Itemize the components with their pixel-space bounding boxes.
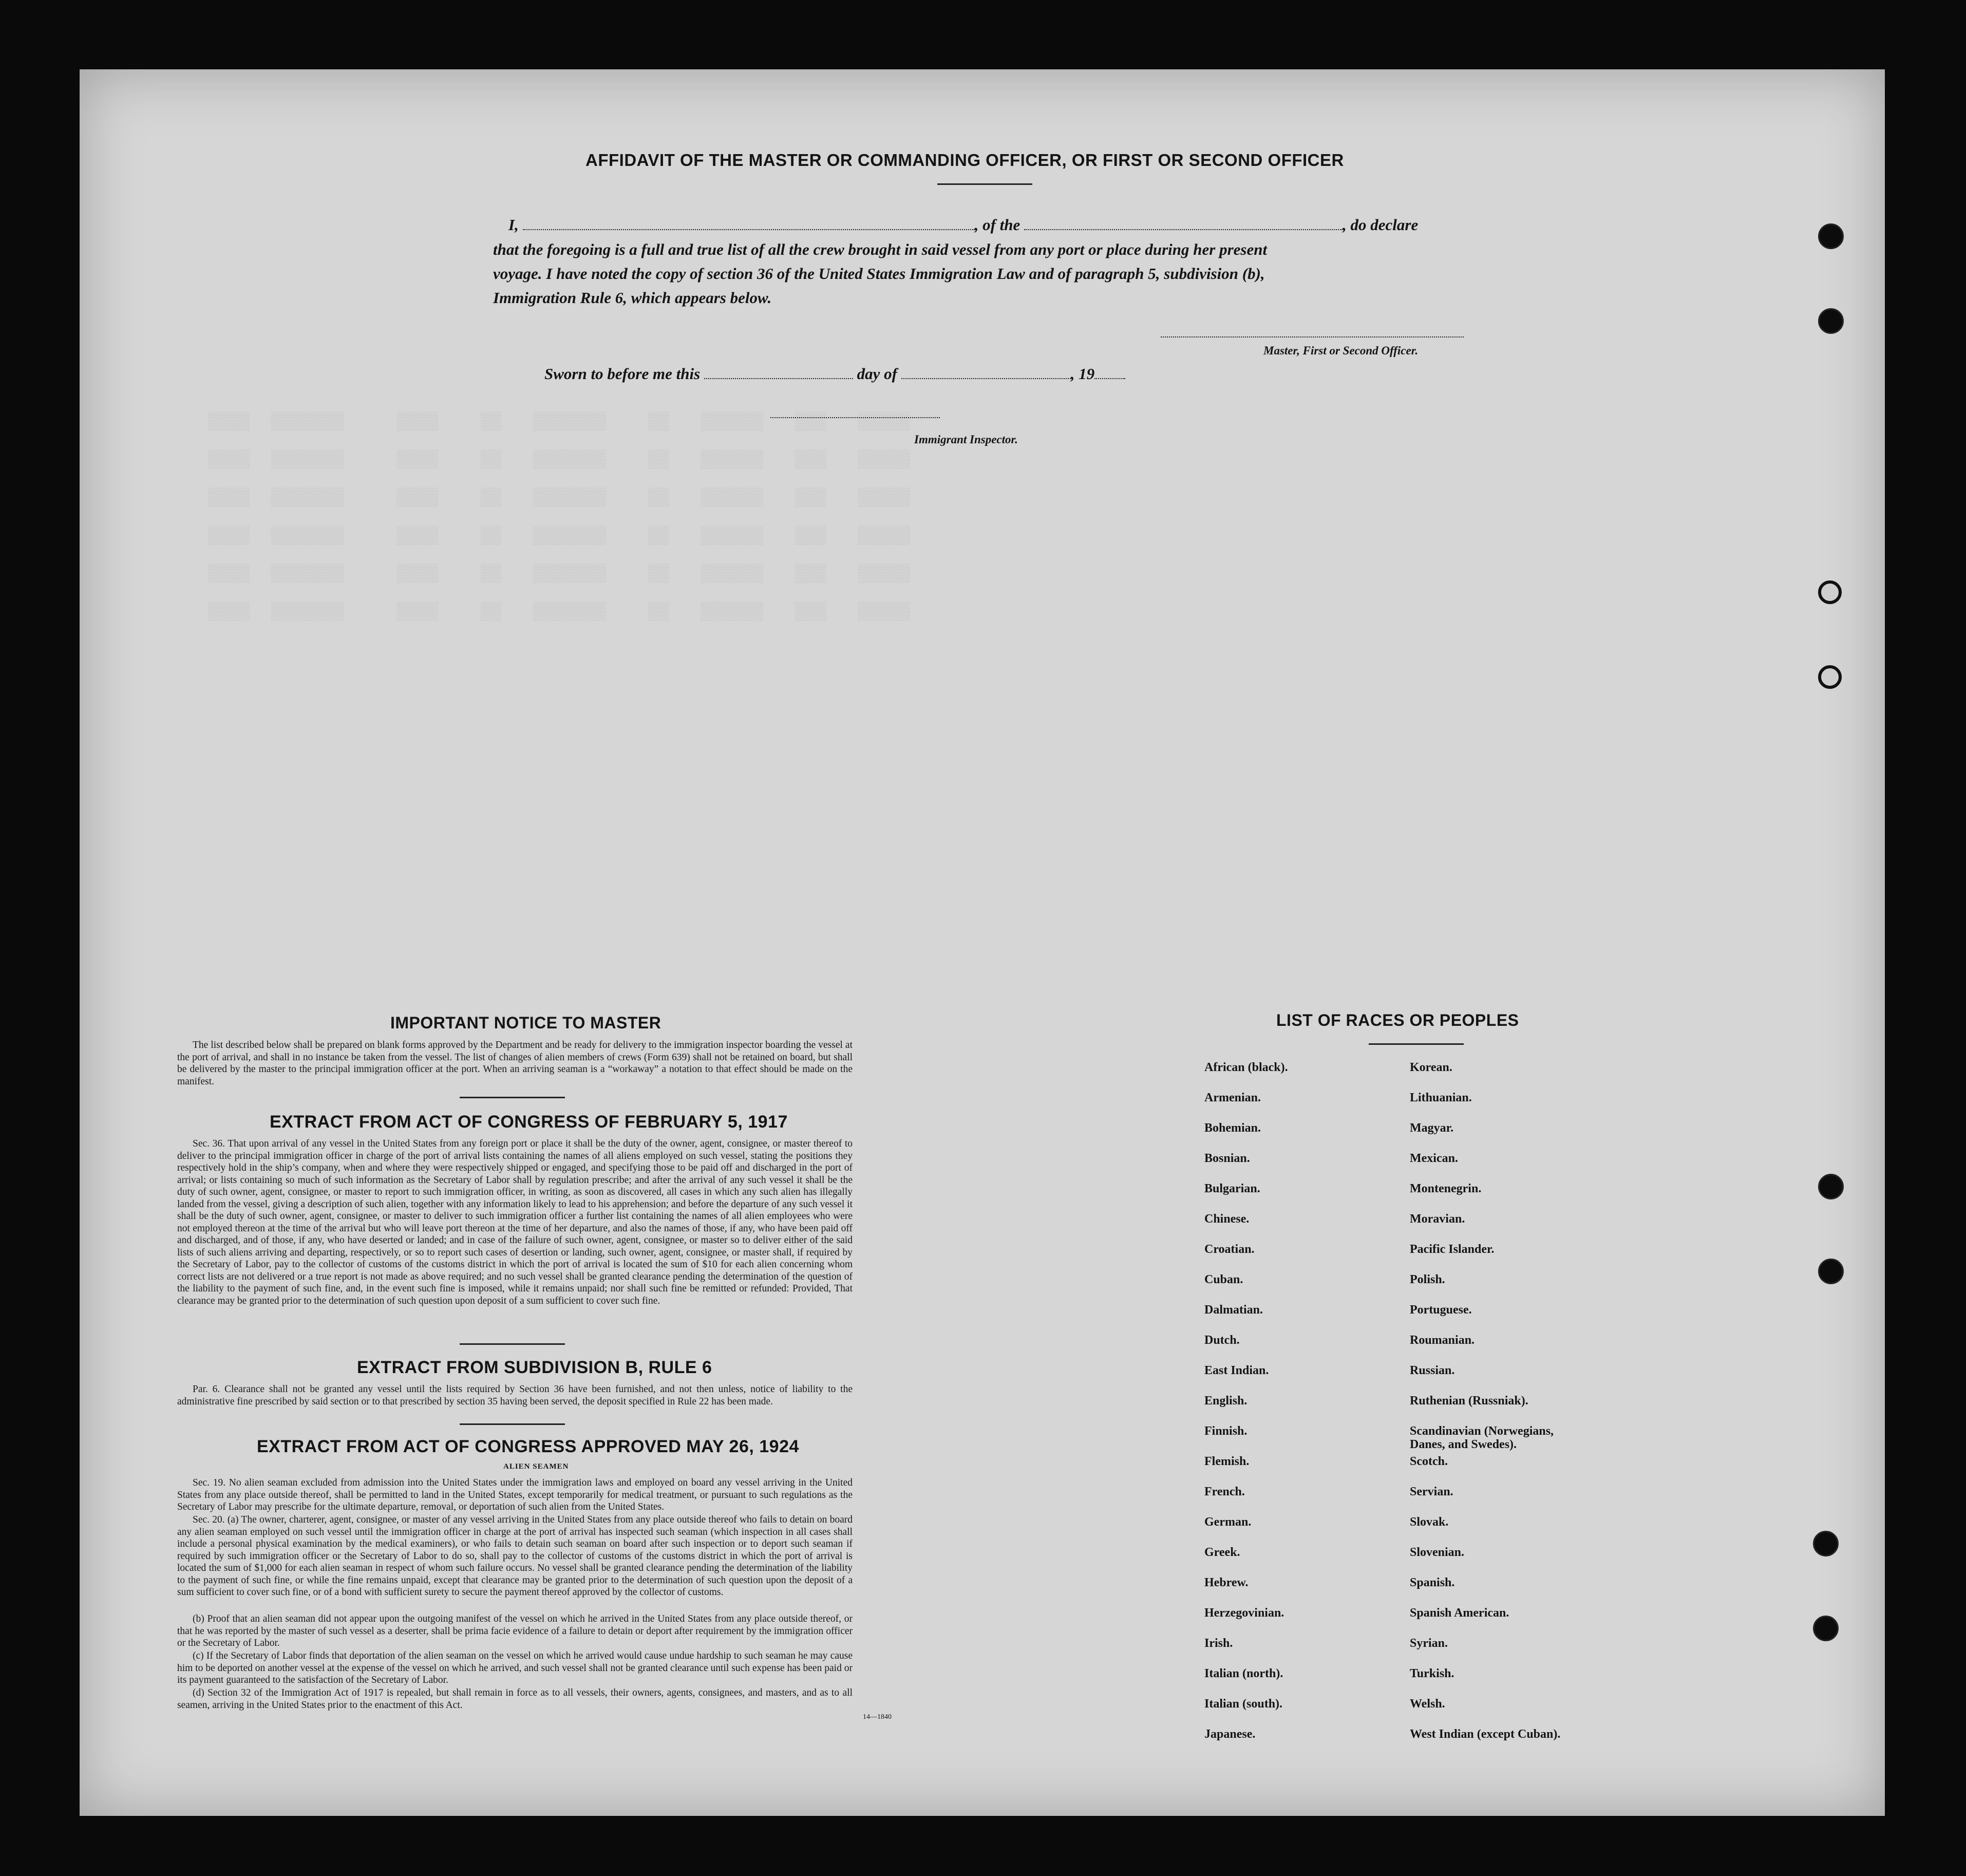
race-item: Scandinavian (Norwegians, Danes, and Swedes). xyxy=(1410,1424,1554,1451)
master-signature-line[interactable] xyxy=(1161,336,1464,337)
race-item: Slovak. xyxy=(1410,1515,1449,1529)
race-item: German. xyxy=(1204,1515,1252,1529)
extract-1924-title: EXTRACT FROM ACT OF CONGRESS APPROVED MAY 26, 1924 xyxy=(257,1437,799,1456)
race-item: Dalmatian. xyxy=(1204,1303,1263,1317)
race-item: Roumanian. xyxy=(1410,1334,1475,1347)
race-item: Scotch. xyxy=(1410,1455,1448,1468)
form-number: 14—1840 xyxy=(863,1713,892,1721)
race-item: Herzegovinian. xyxy=(1204,1606,1284,1620)
punch-hole-icon xyxy=(1818,308,1844,334)
race-item: Bulgarian. xyxy=(1204,1182,1260,1195)
race-item: Lithuanian. xyxy=(1410,1091,1472,1104)
sworn-month-blank[interactable] xyxy=(901,374,1071,379)
race-item: Turkish. xyxy=(1410,1667,1454,1680)
race-item: English. xyxy=(1204,1394,1247,1408)
section-20d-text: (d) Section 32 of the Immigration Act of 1917 is repealed, but shall remain in force as to all vessels, their owners, agents, consignees, and masters, and as to all seamen, arriving in the United States prior to the enactment of this Act. xyxy=(177,1687,853,1711)
extract-1917-text: Sec. 36. That upon arrival of any vessel in the United States from any foreign port or place it shall be the duty of the owner, agent, consignee, or master thereof to deliver to the principal immigration officer in charge of the port of arrival lists containing the names of all aliens employed on such vessel, stating the positions they respectively hold in the ship’s company, when and where they were respectively shipped or engaged, and specifying those to be paid off and discharged in the port of arrival; or lists containing so much of such information as the Secretary of Labor shall by regulation prescribe; and after the arrival of any such vessel it shall be the duty of such owner, agent, consignee, or master to report to such immigration officer, in writing, as soon as discovered, all cases in which any such alien has illegally landed from the vessel, giving a description of such alien, together with any information likely to lead to his apprehension; and before the departure of any such vessel it shall be the duty of such owner, agent, consignee, or master to deliver to such immigration officer a further list containing the names of all alien employees who were not employed thereon at the time of the arrival but who will leave port thereon at the time of her departure, and also the names of those, if any, who have been paid off and discharged, and of those, if any, who have deserted or landed; and in case of the failure of such owner, agent, consignee, or master so to deliver either of the said lists of such aliens arriving and departing, respectively, or so to report such cases of desertion or landing, such owner, agent, consignee, or master shall, if required by the Secretary of Labor, pay to the collector of customs of the customs district in which the port of arrival is located the sum of $10 for each alien concerning whom correct lists are not delivered or a true report is not made as above required; and no such vessel shall be granted clearance pending the determination of the question of the liability to the payment of such fine, and, in the event such fine is imposed, while it remains unpaid; nor shall such fine be remitted or refunded: Provided, That clearance may be granted prior to the determination of such question upon deposit of a sum sufficient to cover such fine. xyxy=(177,1138,853,1306)
race-item: Spanish American. xyxy=(1410,1606,1509,1620)
affidavit-title: AFFIDAVIT OF THE MASTER OR COMMANDING OFFICER, OR FIRST OR SECOND OFFICER xyxy=(585,151,1344,170)
punch-hole-icon xyxy=(1813,1616,1839,1641)
punch-hole-icon xyxy=(1818,580,1842,604)
race-item: Servian. xyxy=(1410,1485,1453,1498)
sworn-prefix: Sworn to before me this xyxy=(544,365,701,383)
races-right-column xyxy=(1410,1061,1574,1758)
punch-hole-icon xyxy=(1818,665,1842,689)
bleed-through-texture: ▒▒▒▒ ▒▒▒▒▒▒▒ ▒▒▒▒ ▒▒ ▒▒▒▒▒▒▒ ▒▒ ▒▒▒▒▒▒ ▒▒▒ ▒▒▒▒▒ ▒▒▒▒ ▒▒▒▒▒▒▒ ▒▒▒▒ ▒▒ ▒▒▒▒▒▒▒ ▒▒ ▒▒▒▒▒▒ ▒▒▒ ▒▒▒▒▒ ▒▒▒▒ ▒▒▒▒▒▒▒ ▒▒▒▒ ▒▒ ▒▒▒▒▒▒▒ ▒▒ ▒▒▒▒▒▒ ▒▒▒ ▒▒▒▒▒ ▒▒▒▒ ▒▒▒▒▒▒▒ ▒▒▒▒ ▒▒ ▒▒▒▒▒▒▒ ▒▒ ▒▒▒▒▒▒ ▒▒▒ ▒▒▒▒▒ ▒▒▒▒ ▒▒▒▒▒▒▒ ▒▒▒▒ ▒▒ ▒▒▒▒▒▒▒ ▒▒ ▒▒▒▒▒▒ ▒▒▒ ▒▒▒▒▒ ▒▒▒▒ ▒▒▒▒▒▒▒ ▒▒▒▒ ▒▒ ▒▒▒▒▒▒▒ ▒▒ ▒▒▒▒▒▒ ▒▒▒ ▒▒▒▒▒ xyxy=(208,412,911,622)
alien-seamen-subtitle: ALIEN SEAMEN xyxy=(503,1462,569,1471)
race-item: Irish. xyxy=(1204,1637,1233,1650)
race-item: Bosnian. xyxy=(1204,1152,1250,1165)
rule-6-text: Par. 6. Clearance shall not be granted any vessel until the lists required by Section 36 have been furnished, and not then unless, notice of liability to the administrative fine prescribed by said section or to that prescribed by section 35 having been served, the deposit specified in Rule 22 has been made. xyxy=(177,1384,853,1407)
race-item: Dutch. xyxy=(1204,1334,1240,1347)
of-the-label: , of the xyxy=(974,216,1020,234)
section-20a-text: Sec. 20. (a) The owner, charterer, agent, consignee, or master of any vessel arriving in the United States from any place outside thereof who fails to detain on board any alien seaman employed on such vessel until the immigration officer in charge at the port of arrival has inspected such seaman (which inspection in all cases shall include a personal physical examination by the medical examiners), or who fails to detain such seaman on board after such inspection or to deport such seaman if required by such immigration officer or the Secretary of Labor to do so, shall pay to the collector of customs of the customs district in which the port of arrival is located the sum of $1,000 for each alien seaman in respect of whom such failure occurs. No vessel shall be granted clearance pending the determination of the liability to the payment of such fine, or while the fine remains unpaid, except that clearance may be granted prior to the determination of such question upon the deposit of a sum sufficient to cover such fine, or of a bond with sufficient surety to secure the payment thereof approved by the collector of customs. xyxy=(177,1514,853,1598)
race-item: Cuban. xyxy=(1204,1273,1243,1286)
extract-1917-title: EXTRACT FROM ACT OF CONGRESS OF FEBRUARY 5, 1917 xyxy=(270,1112,788,1132)
race-item: Ruthenian (Russniak). xyxy=(1410,1394,1528,1408)
race-item: Spanish. xyxy=(1410,1576,1455,1589)
sworn-date-blank[interactable] xyxy=(704,374,853,379)
notice-title: IMPORTANT NOTICE TO MASTER xyxy=(390,1014,661,1032)
race-item: Montenegrin. xyxy=(1410,1182,1482,1195)
title-divider xyxy=(937,183,1032,185)
document-page xyxy=(80,69,1885,1816)
affidavit-line-4: Immigration Rule 6, which appears below. xyxy=(493,289,772,307)
section-20c-text: (c) If the Secretary of Labor finds that deportation of the alien seaman on the vessel on which he arrived would cause undue hardship to such seaman he may cause him to be deported on another vessel at the expense of the vessel on which he arrived, and such vessel shall not be granted clearance until such expense has been paid or its payment guaranteed to the satisfaction of the Secretary of Labor. xyxy=(177,1650,853,1685)
race-item: Armenian. xyxy=(1204,1091,1261,1104)
race-item: Moravian. xyxy=(1410,1212,1465,1226)
rule-6-title: EXTRACT FROM SUBDIVISION B, RULE 6 xyxy=(357,1358,712,1377)
vessel-blank[interactable] xyxy=(1024,225,1343,230)
punch-hole-icon xyxy=(1818,1259,1844,1284)
race-item: French. xyxy=(1204,1485,1245,1498)
sworn-year-label: , 19 xyxy=(1070,365,1095,383)
race-item: Polish. xyxy=(1410,1273,1445,1286)
punch-hole-icon xyxy=(1818,223,1844,249)
declare-label: , do declare xyxy=(1343,216,1419,234)
affidavit-line-2: that the foregoing is a full and true list of all the crew brought in said vessel from any port or place during her present xyxy=(493,240,1268,258)
race-item: Korean. xyxy=(1410,1061,1452,1074)
race-item: Italian (south). xyxy=(1204,1697,1283,1711)
race-item: African (black). xyxy=(1204,1061,1288,1074)
punch-hole-icon xyxy=(1813,1531,1839,1556)
race-item: Pacific Islander. xyxy=(1410,1243,1495,1256)
sworn-year-blank[interactable] xyxy=(1094,374,1125,379)
race-item: Finnish. xyxy=(1204,1424,1247,1438)
extract-1917-divider xyxy=(460,1343,565,1345)
races-divider xyxy=(1369,1043,1464,1045)
race-item: Syrian. xyxy=(1410,1637,1448,1650)
race-item: Greek. xyxy=(1204,1546,1240,1559)
race-item: West Indian (except Cuban). xyxy=(1410,1728,1561,1741)
race-item: Hebrew. xyxy=(1204,1576,1249,1589)
race-item: Magyar. xyxy=(1410,1121,1454,1135)
race-item: Chinese. xyxy=(1204,1212,1250,1226)
notice-divider xyxy=(460,1097,565,1098)
race-item: Slovenian. xyxy=(1410,1546,1465,1559)
race-item: Italian (north). xyxy=(1204,1667,1283,1680)
name-blank[interactable] xyxy=(523,225,975,230)
race-item: Portuguese. xyxy=(1410,1303,1472,1317)
inspector-signature-line[interactable] xyxy=(770,417,940,418)
race-item: Japanese. xyxy=(1204,1728,1256,1741)
sworn-day-label: day of xyxy=(857,365,897,383)
race-item: Croatian. xyxy=(1204,1243,1255,1256)
section-19-text: Sec. 19. No alien seaman excluded from admission into the United States under the immigration laws and employed on board any vessel arriving in the United States from any place outside thereof, shall be permitted to land in the United States, except temporarily for medical treatment, or pursuant to such regulations as the Secretary of Labor may prescribe for the ultimate departure, removal, or deportation of such alien from the United States. xyxy=(177,1477,853,1512)
inspector-signature-label: Immigrant Inspector. xyxy=(914,433,1018,446)
punch-hole-icon xyxy=(1818,1174,1844,1199)
notice-text: The list described below shall be prepared on blank forms approved by the Department and be ready for delivery to the immigration inspector boarding the vessel at the port of arrival, and shall in no instance be taken from the vessel. The list of changes of alien members of crews (Form 639) shall not be retained on board, but shall be delivered by the master to the principal immigration officer at the port. When an arriving seaman is a “workaway” a notation to that effect should be made on the manifest. xyxy=(177,1040,853,1087)
race-item: Welsh. xyxy=(1410,1697,1445,1711)
race-item: Mexican. xyxy=(1410,1152,1458,1165)
affidavit-i-label: I, xyxy=(508,216,519,234)
race-item: Russian. xyxy=(1410,1364,1455,1377)
affidavit-line-1 xyxy=(508,216,1418,234)
sworn-line xyxy=(544,365,1125,383)
races-left-column xyxy=(1204,1061,1288,1758)
rule-6-divider xyxy=(460,1423,565,1425)
race-item: Flemish. xyxy=(1204,1455,1250,1468)
race-item: Bohemian. xyxy=(1204,1121,1261,1135)
section-20b-text: (b) Proof that an alien seaman did not appear upon the outgoing manifest of the vessel on which he arrived in the United States from any place outside thereof, or that he was reported by the master of such vessel as a deserter, shall be prima facie evidence of a failure to detain or deport after requirement by the immigration officer or the Secretary of Labor. xyxy=(177,1614,853,1648)
races-title: LIST OF RACES OR PEOPLES xyxy=(1276,1011,1519,1029)
race-item: East Indian. xyxy=(1204,1364,1269,1377)
affidavit-line-3: voyage. I have noted the copy of section 36 of the United States Immigration Law and of paragraph 5, subdivision (b), xyxy=(493,265,1265,283)
master-signature-label: Master, First or Second Officer. xyxy=(1263,344,1419,357)
